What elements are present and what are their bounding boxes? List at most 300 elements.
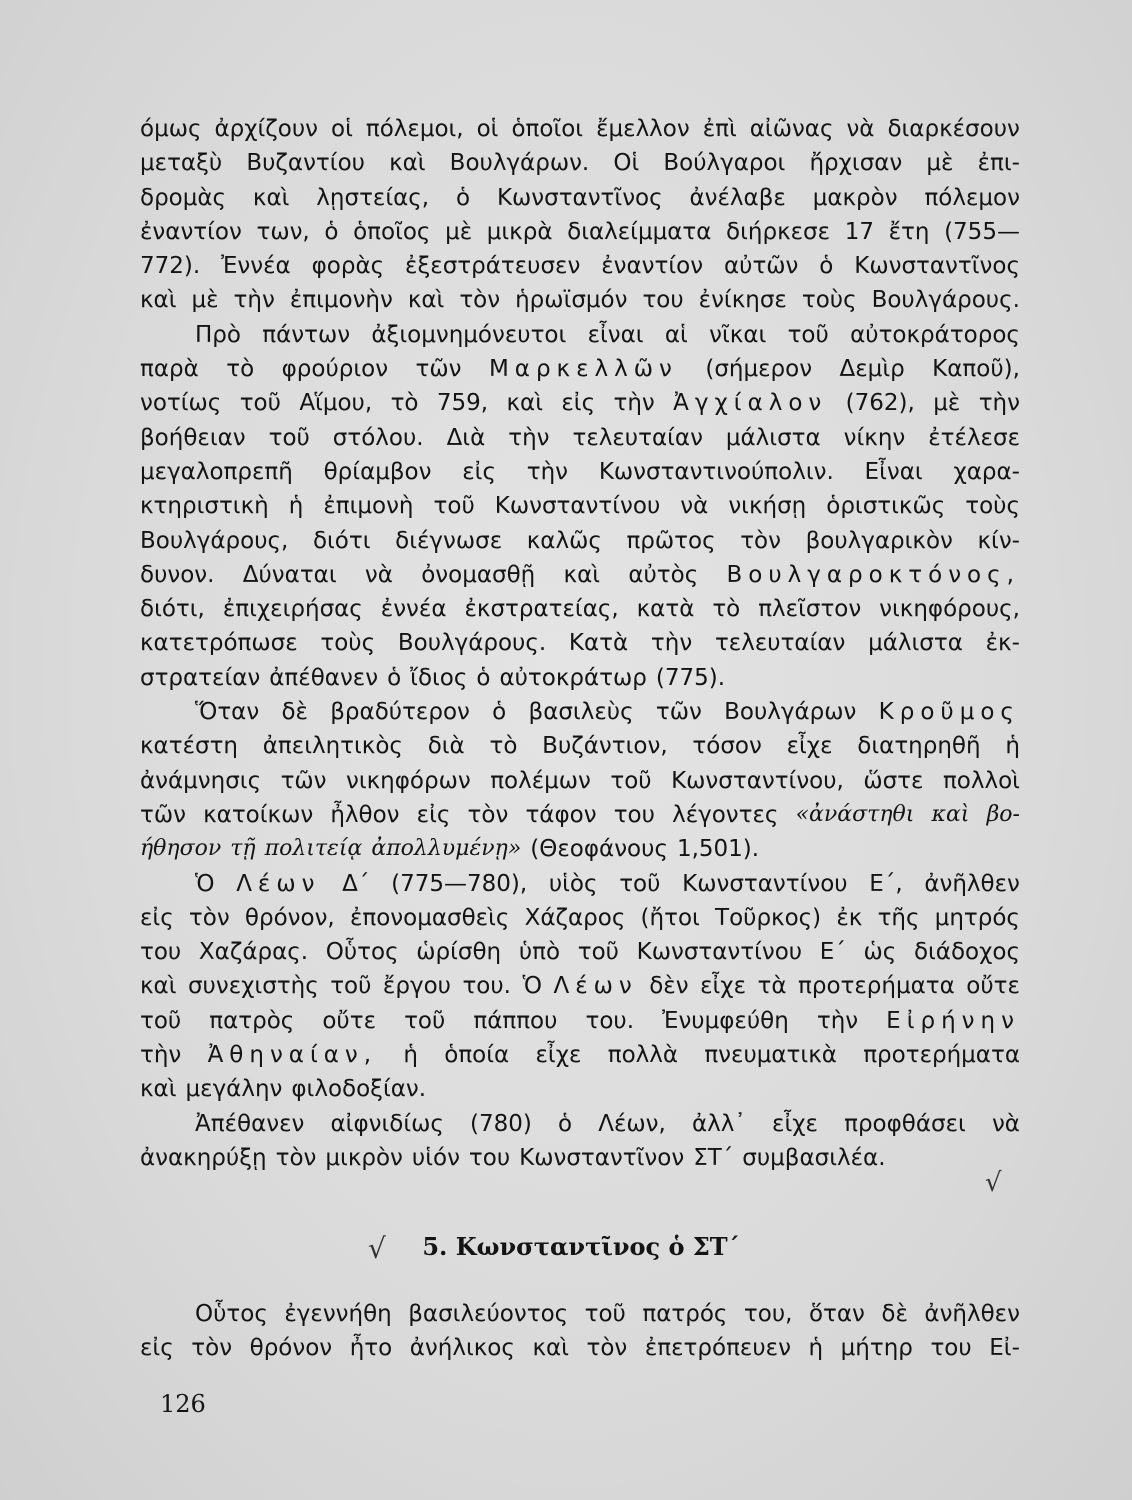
text-line <box>140 764 1020 798</box>
word: αὐτῶν <box>723 253 799 280</box>
word: ἐπιχειρήσας <box>222 596 363 623</box>
text-line <box>140 901 1020 935</box>
word: τοῦ <box>433 493 475 520</box>
word: τοῦ <box>330 973 372 1000</box>
word: τὸν <box>275 1144 317 1171</box>
word: πνευματικὰ <box>704 1042 837 1069</box>
word: Κωνσταντῖνος <box>496 184 663 211</box>
word: νοτίως <box>140 390 222 417</box>
word: καὶ <box>407 287 445 314</box>
word: πόλεμον <box>924 184 1020 211</box>
word: αὐτὸς <box>628 561 699 588</box>
word: πρῶτος <box>626 527 716 554</box>
word: τοὺς <box>801 287 857 314</box>
word: ὁριστικῶς <box>826 493 946 520</box>
word: Ὅταν <box>195 699 260 726</box>
word: καὶ <box>532 1335 569 1362</box>
word: αἰφνιδίως <box>330 1110 444 1137</box>
word: ὁ <box>558 1110 573 1137</box>
text-line <box>140 1038 1020 1072</box>
word: Κατὰ <box>568 630 629 657</box>
word: τοῦ <box>140 1007 182 1034</box>
word: πολλοὶ <box>942 767 1020 794</box>
paragraph <box>140 318 1020 695</box>
text-line <box>140 181 1020 215</box>
word: Δ΄ <box>342 870 370 897</box>
word: θρίαμβον <box>323 458 432 485</box>
word: ὁ <box>455 184 471 211</box>
main-text <box>140 112 1020 1175</box>
word: ἀνάμνησις <box>140 767 262 794</box>
word: Βυζαντίου <box>246 150 365 177</box>
word: τῶν <box>280 767 327 794</box>
word: τὴν <box>613 390 655 417</box>
word: υἱὸς <box>548 870 598 897</box>
word: διαλείμματα <box>567 218 712 245</box>
word: μάλιστα <box>868 630 963 657</box>
word: αὐτοκράτωρ <box>499 664 647 691</box>
word: πάντων <box>262 321 351 348</box>
word: τὸν <box>740 527 781 554</box>
word: διατηρηθῆ <box>857 733 981 760</box>
word: τὴν <box>508 424 550 451</box>
word: ἐπιμονὴν <box>289 287 393 314</box>
word: τῇ <box>230 836 256 862</box>
word: μακρὸν <box>812 184 898 211</box>
word: τὸν <box>586 1335 628 1362</box>
word: ἦλθον <box>330 801 400 828</box>
word: καλῶς <box>526 527 602 554</box>
word: τελευταίαν <box>714 630 846 657</box>
word: καὶ <box>506 390 543 417</box>
word: δυνον. <box>140 561 215 588</box>
word: τοῦ <box>610 767 652 794</box>
word: τοῦ <box>404 1007 446 1034</box>
paragraph <box>140 1297 1020 1366</box>
word: αἰῶνας <box>749 116 834 142</box>
word: του. <box>585 1007 635 1034</box>
word: Λέων <box>236 870 321 897</box>
word: χαρα- <box>953 458 1020 485</box>
word: διήρκεσε <box>726 218 831 245</box>
word: δὲ <box>881 1301 908 1327</box>
word: τοῦ <box>787 321 829 348</box>
word: ὁ <box>819 253 834 280</box>
text-line <box>140 695 1020 729</box>
word: όμως <box>140 116 202 142</box>
word: μὲ <box>933 390 961 417</box>
word: κατοίκων <box>203 801 314 828</box>
word: ἡ <box>1005 733 1020 760</box>
word: Χαζάρας. <box>198 939 309 966</box>
word: νὰ <box>846 116 875 142</box>
word: μικρὸν <box>325 1144 403 1171</box>
word: λέγοντες <box>672 801 779 828</box>
word: εἰς <box>140 1335 174 1362</box>
word: παρὰ <box>140 356 199 383</box>
word: νικήσῃ <box>728 493 807 520</box>
word: ἀπέθανεν <box>269 664 379 691</box>
word: ἐννέα <box>380 596 447 623</box>
word: τελευταίαν <box>572 424 703 451</box>
word: δρομὰς <box>140 184 227 211</box>
word: Ἐννέα <box>221 253 291 280</box>
word: ἀνῆλθεν <box>924 870 1020 897</box>
word: θρόνον <box>249 1335 333 1362</box>
word: κατέστη <box>140 733 238 760</box>
text-line <box>140 798 1020 832</box>
word: Χάζαρος <box>524 904 626 931</box>
word: ὁποῖος <box>353 218 431 245</box>
word: τῶν <box>655 699 702 726</box>
word: διάδοχος <box>913 939 1020 966</box>
word: του, <box>743 1301 793 1327</box>
word: ἐπὶ <box>702 116 737 142</box>
word: ἐγεννήθη <box>284 1301 392 1327</box>
word: του <box>140 939 182 966</box>
word: ὁποία <box>444 1042 510 1069</box>
word: Καποῦ), <box>932 356 1020 383</box>
word: Ε΄, <box>869 870 903 897</box>
word: Διὰ <box>446 424 486 451</box>
word: κτηριστικὴ <box>140 493 269 520</box>
word: τὸν <box>459 287 501 314</box>
text-line <box>140 969 1020 1003</box>
word: τάφον <box>525 801 597 828</box>
word: Κωνσταντίνου <box>682 870 848 897</box>
word: Εἰ- <box>989 1335 1020 1362</box>
word: πολιτείᾳ <box>264 836 363 862</box>
word: διαρκέσουν <box>887 116 1020 142</box>
word: τοὺς <box>965 493 1020 520</box>
word: τοὺς <box>320 630 376 657</box>
word: πάππου <box>473 1007 558 1034</box>
word: Οἱ <box>613 150 640 177</box>
word: τῶν <box>415 356 462 383</box>
word: θρόνον, <box>244 904 335 931</box>
pencil-check-mark-icon: √ <box>368 1232 386 1265</box>
word: ἐπονομασθεὶς <box>349 904 510 931</box>
word: εἰς <box>462 458 496 485</box>
word: εἶχε <box>786 733 833 760</box>
word: των, <box>256 218 310 245</box>
text-line <box>140 1004 1020 1038</box>
word: εἰς <box>416 801 451 828</box>
text-line <box>140 867 1020 901</box>
word: Ὁ <box>522 973 542 1000</box>
word: τὰ <box>757 973 787 1000</box>
word: ἀπολλυμένῃ» <box>371 836 522 862</box>
text-line <box>140 386 1020 420</box>
text-line <box>140 215 1020 249</box>
text-line <box>140 318 1020 352</box>
word: Οὗτος <box>325 939 399 966</box>
word: ἀξιομνημόνευτοι <box>371 321 567 348</box>
text-line <box>140 935 1020 969</box>
word: του. <box>462 973 511 1000</box>
word: διότι, <box>140 596 205 623</box>
word: «ἀνάστηθι <box>795 801 915 827</box>
word: νὰ <box>364 561 393 588</box>
word: νὰ <box>680 493 709 520</box>
word: ΣΤ΄ <box>693 1144 734 1171</box>
word: ἔτη <box>888 218 930 245</box>
word: Εἶναι <box>864 458 923 485</box>
word: οἱ <box>476 116 499 142</box>
word: καὶ <box>140 973 177 1000</box>
word: τόσον <box>692 733 762 760</box>
word: Πρὸ <box>195 321 241 348</box>
word: ἀνέλαβε <box>689 184 786 211</box>
word: τὸ <box>226 356 255 383</box>
word: (σήμερον <box>705 356 813 383</box>
word: τὴν <box>978 390 1020 417</box>
word: Λέων, <box>598 1110 666 1137</box>
word: μεταξὺ <box>140 150 223 177</box>
word: του <box>642 287 684 314</box>
text-line <box>140 1331 1020 1365</box>
word: ἐπιμονὴ <box>323 493 414 520</box>
word: του <box>930 1335 972 1362</box>
text-line <box>140 421 1020 455</box>
word: του <box>468 1144 511 1171</box>
word: δὲ <box>281 699 308 726</box>
word: τοῦ <box>619 870 661 897</box>
text-line <box>140 558 1020 592</box>
word: πλεῖστον <box>758 596 862 623</box>
paragraph <box>140 867 1020 1107</box>
word: Βουλγάρων. <box>449 150 590 177</box>
word: πατρὸς <box>209 1007 295 1034</box>
word: καὶ <box>563 561 601 588</box>
word: ὥστε <box>863 767 924 794</box>
word: εἰς <box>140 904 174 931</box>
word: μήτηρ <box>840 1335 913 1362</box>
word: ἐναντίον <box>601 253 704 280</box>
pencil-check-mark-icon: √ <box>985 1168 1002 1198</box>
text-line <box>140 455 1020 489</box>
word: Ε΄ <box>819 939 846 966</box>
word: εἶχε <box>700 973 747 1000</box>
text-line <box>140 146 1020 180</box>
word: στρατείαν <box>140 664 261 691</box>
word: μὲ <box>445 218 473 245</box>
word: ἐτέλεσε <box>928 424 1020 451</box>
page-number: 126 <box>160 1390 206 1418</box>
word: τὴν <box>816 1007 859 1034</box>
word: στόλου. <box>332 424 424 451</box>
word: 759, <box>436 390 489 417</box>
word: πόλεμοι, <box>365 116 464 142</box>
word: προτερήματα <box>863 1042 1020 1069</box>
text-line <box>140 626 1020 660</box>
word: βοήθειαν <box>140 424 246 451</box>
word: Μαρκελλῶν <box>488 356 678 383</box>
word: μικρὰ <box>486 218 553 245</box>
word: οὔτε <box>966 973 1020 1000</box>
word: Κωνσταντίνου <box>636 939 803 966</box>
word: 772). <box>140 253 201 280</box>
word: ἦτο <box>349 1335 393 1362</box>
word: νῖκαι <box>709 321 767 348</box>
word: κίν- <box>977 527 1020 554</box>
word: μὲ <box>191 287 219 314</box>
word: ὁ <box>476 664 491 691</box>
word: ἔμελλον <box>596 116 690 142</box>
word: καὶ <box>389 150 426 177</box>
word: Κωνσταντῖνον <box>519 1144 685 1171</box>
word: Τοῦρκος) <box>715 904 822 931</box>
word: ὀνομασθῇ <box>421 561 536 588</box>
word: ἀνήλικος <box>409 1335 515 1362</box>
text-line <box>140 661 1020 695</box>
text-line <box>140 1141 1020 1175</box>
word: πολλὰ <box>607 1042 679 1069</box>
word: Ἀθηναίαν, <box>207 1042 378 1069</box>
word: Ἐνυμφεύθη <box>662 1007 789 1034</box>
word: Βουλγάρους. <box>397 630 547 657</box>
word: βραδύτερον <box>330 699 470 726</box>
word: οὔτε <box>322 1007 377 1034</box>
word: Ἀγχίαλον <box>673 390 828 417</box>
word: αἱ <box>664 321 688 348</box>
word: τὸν <box>188 904 230 931</box>
word: Βουλγάρους, <box>140 527 289 554</box>
word: Κωνσταντίνου, <box>671 767 844 794</box>
text-line <box>140 249 1020 283</box>
text-line <box>140 832 1020 866</box>
word: βο- <box>986 801 1020 827</box>
word: τὸ <box>712 596 741 623</box>
text-line <box>140 283 1020 317</box>
word: συνεχιστὴς <box>187 973 319 1000</box>
text-line <box>140 1107 1020 1141</box>
word: ἐναντίον <box>140 218 242 245</box>
word: εἶναι <box>587 321 644 348</box>
word: ἴδιος <box>410 664 468 691</box>
word: διότι <box>312 527 371 554</box>
word: διέγνωσε <box>395 527 503 554</box>
word: νίκην <box>843 424 906 451</box>
word: τὴν <box>233 287 275 314</box>
word: προτερήματα <box>798 973 955 1000</box>
word: τὴν <box>140 1042 182 1069</box>
text-line <box>140 729 1020 763</box>
word: τὴν <box>526 458 569 485</box>
word: τὴν <box>650 630 693 657</box>
word: τοῦ <box>577 939 619 966</box>
word: Βουλγάρων <box>724 699 857 726</box>
word: ἀνακηρύξῃ <box>140 1144 267 1171</box>
word: (ἤτοι <box>640 904 700 931</box>
paragraph <box>140 112 1020 318</box>
word: Οὗτος <box>195 1301 268 1327</box>
word: ἡρωϊσμόν <box>515 287 628 314</box>
word: ὁποῖοι <box>511 116 584 142</box>
section-heading: 5. Κωνσταντῖνος ὁ ΣΤ΄ <box>422 1232 740 1261</box>
word: ἐπετρόπευεν <box>644 1335 791 1362</box>
word: ἐκ <box>836 904 863 931</box>
word: πατρός <box>642 1301 728 1327</box>
word: μάλιστα <box>725 424 821 451</box>
word: κατὰ <box>636 596 695 623</box>
word: νὰ <box>991 1110 1020 1137</box>
word: του <box>613 801 655 828</box>
word: υἱόν <box>411 1144 460 1171</box>
word: ἐξεστράτευσεν <box>405 253 581 280</box>
word: ἐκστρατείας, <box>464 596 619 623</box>
word: τὸ <box>489 733 518 760</box>
word: ἡ <box>808 1335 824 1362</box>
word: βασιλεὺς <box>528 699 634 726</box>
section-text <box>140 1297 1020 1366</box>
word: μὲ <box>926 150 954 177</box>
word: ἀρχίζουν <box>214 116 319 142</box>
word: δὲν <box>649 973 689 1000</box>
word: (Θεοφάνους <box>530 836 668 863</box>
word: (775). <box>655 664 726 691</box>
word: ἔργου <box>382 973 451 1000</box>
word: ὁ <box>324 218 339 245</box>
word: Κωνσταντίνου <box>494 493 661 520</box>
word: ἀλλ᾿ <box>691 1110 746 1137</box>
word: ἡ <box>288 493 304 520</box>
word: ἤρχισαν <box>809 150 903 177</box>
word: (762), <box>845 390 915 417</box>
word: εἶχε <box>772 1110 818 1137</box>
word: διὰ <box>427 733 465 760</box>
text-line <box>140 592 1020 626</box>
word: (775—780), <box>391 870 528 897</box>
word: 1,501). <box>676 836 760 863</box>
word: αὐτοκράτορος <box>850 321 1020 348</box>
word: ήθησον <box>140 836 222 862</box>
word: μεγάλην <box>185 1076 283 1103</box>
word: ἀπειλητικὸς <box>262 733 403 760</box>
word: ἐνίκησε <box>698 287 787 314</box>
word: συμβασιλέα. <box>742 1144 886 1171</box>
word: ὁ <box>492 699 507 726</box>
word: προφθάσει <box>844 1110 966 1137</box>
text-line <box>140 1297 1020 1331</box>
word: ὁ <box>387 664 402 691</box>
word: φιλοδοξίαν. <box>291 1076 427 1103</box>
word: εἰς <box>561 390 596 417</box>
word: εἶχε <box>535 1042 582 1069</box>
word: Βουλγάρους. <box>871 287 1020 314</box>
word: κατετρόπωσε <box>140 630 298 657</box>
word: μητρός <box>934 904 1020 931</box>
word: (755— <box>944 218 1020 245</box>
word: τὸν <box>467 801 509 828</box>
word: φρούριον <box>281 356 389 383</box>
paragraph <box>140 1107 1020 1176</box>
word: οἱ <box>331 116 353 142</box>
word: Εἰρήνην <box>886 1007 1020 1034</box>
word: φορὰς <box>311 253 385 280</box>
word: ἐπι- <box>977 150 1020 177</box>
word: βουλγαρικὸν <box>805 527 953 554</box>
word: Αἵμου, <box>299 390 373 417</box>
text-line <box>140 489 1020 523</box>
word: ὡς <box>863 939 897 966</box>
word: τοῦ <box>268 424 310 451</box>
word: τῶν <box>140 801 186 828</box>
word: καὶ <box>931 801 970 827</box>
word: τοῦ <box>239 390 281 417</box>
word: ὅταν <box>808 1301 865 1327</box>
word: τὸ <box>390 390 419 417</box>
